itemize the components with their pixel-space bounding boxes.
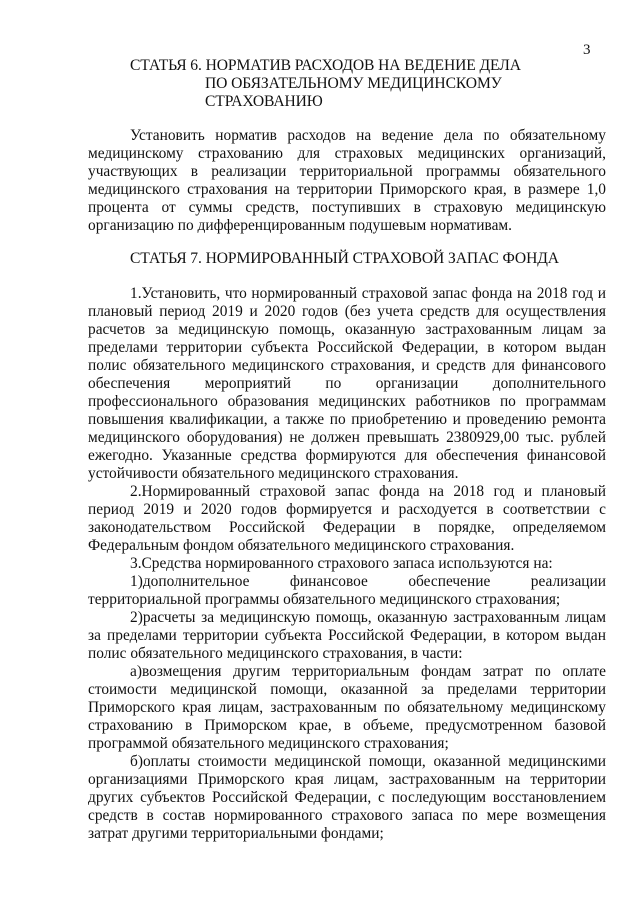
article-7-heading: СТАТЬЯ 7. НОРМИРОВАННЫЙ СТРАХОВОЙ ЗАПАС ФОНДА bbox=[130, 250, 559, 267]
article-7-paragraph-4: 1)дополнительное финансовое обеспечение реализации территориальной программы обязательного медицинского страхования; bbox=[88, 573, 606, 608]
page-number: 3 bbox=[583, 42, 591, 58]
article-6-title-line-2: ПО ОБЯЗАТЕЛЬНОМУ МЕДИЦИНСКОМУ bbox=[205, 75, 502, 92]
article-7-paragraph-5: 2)расчеты за медицинскую помощь, оказанную застрахованным лицам за пределами территории субъекта Российской Федерации, в котором выдан полис обязательного медицинского страхования, в части: bbox=[88, 609, 606, 662]
article-7-paragraph-1: 1.Установить, что нормированный страховой запас фонда на 2018 год и плановый период 2019 и 2020 годов (без учета средств для осуществления расчетов за медицинскую помощь, оказанную застрахованным лицам за пределами территории субъекта Российской Федерации, в котором выдан полис обязательного медицинского страхования, и средств для финансового обеспечения мероприятий по организации дополнительного профессионального образования медицинских работников по программам повышения квалификации, а также по приобретению и проведению ремонта медицинского оборудования) не должен превышать 2380929,00 тыс. рублей ежегодно. Указанные средства формируются для обеспечения финансовой устойчивости обязательного медицинского страхования. bbox=[88, 285, 606, 482]
article-7-paragraph-7: б)оплаты стоимости медицинской помощи, оказанной медицинскими организациями Приморского края лицам, застрахованным на территории других субъектов Российской Федерации, с последующим восстановлением средств в состав нормированного страхового запаса по мере возмещения затрат другими территориальными фондами; bbox=[88, 753, 606, 842]
article-6-heading bbox=[130, 57, 550, 111]
article-7-paragraph-6: а)возмещения другим территориальным фондам затрат по оплате стоимости медицинской помощи, оказанной за пределами территории Приморского края лицам, застрахованным по обязательному медицинскому страхованию в Приморском крае, в объеме, предусмотренном базовой программой обязательного медицинского страхования; bbox=[88, 663, 606, 752]
article-7-paragraph-2: 2.Нормированный страховой запас фонда на 2018 год и плановый период 2019 и 2020 годов формируется и расходуется в соответствии с законодательством Российской Федерации в порядке, определяемом Федеральным фондом обязательного медицинского страхования. bbox=[88, 483, 606, 554]
article-7-body bbox=[88, 285, 606, 843]
article-6-title-line-3: СТРАХОВАНИЮ bbox=[205, 93, 323, 110]
article-6-paragraph: Установить норматив расходов на ведение дела по обязательному медицинскому страхованию для страховых медицинских организаций, участвующих в реализации территориальной программы обязательного медицинского страхования на территории Приморского края, в размере 1,0 процента от суммы средств, поступивших в страховую медицинскую организацию по дифференцированным подушевым нормативам. bbox=[88, 127, 606, 234]
article-6-title-line-1: СТАТЬЯ 6. НОРМАТИВ РАСХОДОВ НА ВЕДЕНИЕ ДЕЛА bbox=[130, 57, 521, 74]
article-7-paragraph-3: 3.Средства нормированного страхового запаса используются на: bbox=[130, 555, 553, 572]
article-6-body bbox=[88, 127, 606, 235]
